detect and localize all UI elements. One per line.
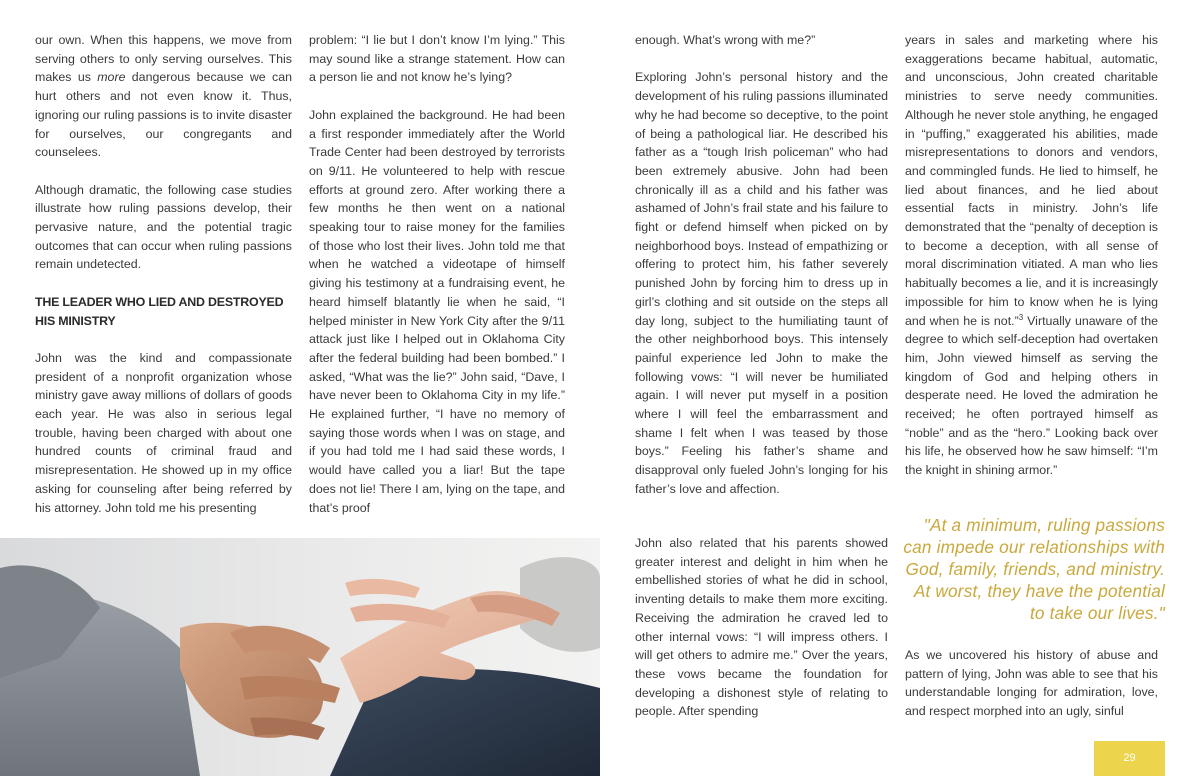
- paragraph: John was the kind and compassionate president of a nonprofit organization whose ministry gave away millions of dollars of goods each year. He was also in serious legal trouble, having been charged with about one hundred counts of criminal fraud and misrepresentation. He showed up in my office asking for counseling after being referred by his attorney. John told me his presenting: [35, 350, 292, 515]
- paragraph: Exploring John’s personal history and the development of his ruling passions illuminated why he had become so deceptive, to the point of being a pathological liar. He described his father as a “tough Irish policeman” who had been extremely abusive. John had been chronically ill as a child and his father was ashamed of John’s frail state and his failure to fight or defend himself when picked on by neighborhood boys. Instead of empathizing or offering to protect him, his father severely punished John by forcing him to dress up in girl’s clothing and sit outside on the steps all day long, subject to the humiliating taunt of the other neighborhood boys. This intensely painful experience led John to make the following vows: “I will never be humiliated again. I will never put myself in a position where I will feel the embarrassment and shame I felt when I was teased by those boys.” Feeling his father’s shame and disapproval only fueled John’s longing for his father’s love and affection.: [635, 70, 888, 496]
- hands-photo: [0, 538, 600, 776]
- paragraph: our own. When this happens, we move from serving others to only serving ourselves. This makes us more dangerous because we can hurt others and not even know it. Thus, ignoring our ruling passions is to invite disaster for ourselves, our congregants and counselees.: [35, 33, 292, 160]
- paragraph: problem: “I lie but I don’t know I’m lying.” This may sound like a strange statement. How can a person lie and not know he’s lying?: [309, 33, 565, 85]
- column-1: [35, 31, 292, 536]
- paragraph: As we uncovered his history of abuse and pattern of lying, John was able to see that his understandable longing for admiration, love, and respect morphed into an ugly, sinful: [905, 648, 1158, 719]
- column-3-continued: [635, 534, 888, 740]
- paragraph: Although dramatic, the following case studies illustrate how ruling passions develop, their pervasive nature, and the potential tragic outcomes that can occur when ruling passions remain undetected.: [35, 182, 292, 272]
- paragraph: John also related that his parents showed greater interest and delight in him when he embellished stories of what he did in school, inventing details to make them more exciting. Receiving the admiration he craved led to other internal vows: “I will impress others. I will get others to admire me.” Over the years, these vows became the foundation for developing a dishonest style of relating to people. After spending: [635, 536, 888, 719]
- column-4-continued: [905, 646, 1158, 740]
- column-3: [635, 31, 888, 517]
- page-number-badge: [1094, 741, 1165, 776]
- paragraph: enough. What’s wrong with me?”: [635, 33, 816, 47]
- pull-quote: "At a minimum, ruling passions can impede our relationships with God, family, friends, and ministry. At worst, they have the potential to take our lives.": [903, 515, 1165, 623]
- paragraph: years in sales and marketing where his exaggerations became habitual, automatic, and unconscious, John created charitable ministries to serve needy communities. Although he never stole anything, he engaged in “puffing,” exaggerated his abilities, made misrepresentations to donors and vendors, and commingled funds. He lied to himself, he lied about finances, and he lied about essential facts in ministry. John’s life demonstrated that the “penalty of deception is to become a deception, with all sense of moral discrimination vitiated. A man who lies habitually becomes a lie, and it is increasingly impossible for him to know when he is lying and when he is not.”$^3$ Virtually unaware of the degree to which self-deception had overtaken him, John viewed himself as serving the kingdom of God and helping others in desperate need. He loved the admiration he received; he often portrayed himself as “noble” and as the “hero.” Looking back over his life, he observed how he saw himself: “I’m the knight in shining armor.”: [905, 33, 1158, 478]
- paragraph: John explained the background. He had been a first responder immediately after the World Trade Center had been destroyed by terrorists on 9/11. He volunteered to help with rescue efforts at ground zero. After working there a few months he then went on a national speaking tour to raise money for the families of those who lost their lives. John told me that when he watched a videotape of himself giving his testimony at a fundraising event, he heard himself blatantly lie when he said, “I helped minister in New York City after the 9/11 attack just like I helped out in Oklahoma City after the federal building had been bombed.” I asked, “What was the lie?” John said, “Dave, I have never been to Oklahoma City in my life.” He explained further, “I have no memory of saying those words when I was on stage, and if you had told me I had said these words, I would have called you a liar! But the tape does not lie! There I am, lying on the tape, and that’s proof: [309, 107, 565, 515]
- column-2: [309, 31, 565, 536]
- page-number: 29: [1123, 752, 1136, 764]
- footnote-ref: 3: [1018, 312, 1024, 322]
- section-heading: THE LEADER WHO LIED AND DESTROYED HIS MINISTRY: [35, 294, 284, 328]
- hands-illustration: [0, 538, 600, 776]
- column-4: [905, 31, 1158, 499]
